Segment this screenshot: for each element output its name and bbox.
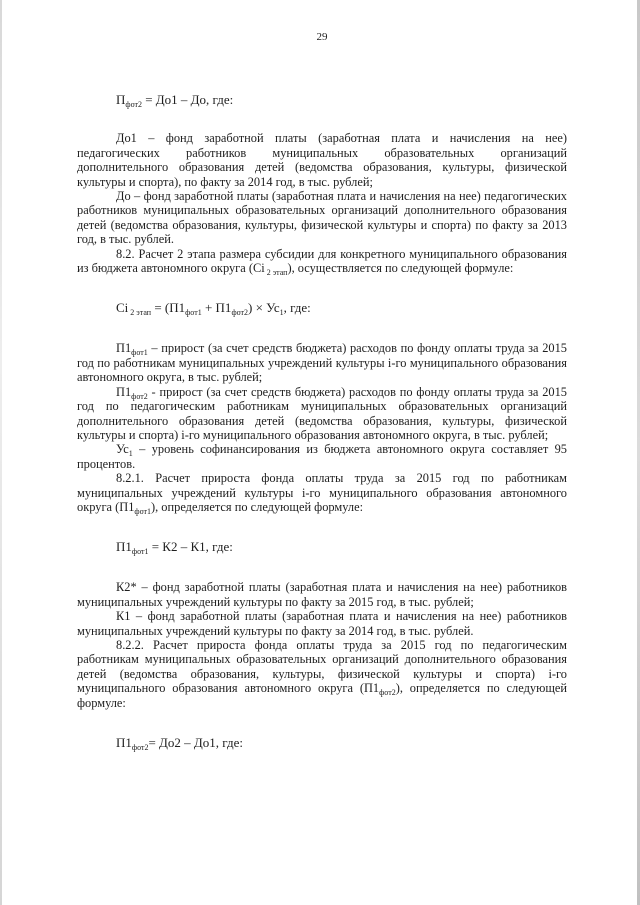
scan-edge-left xyxy=(0,0,2,905)
definition-k1: К1 – фонд заработной платы (заработная плата и начисления на нее) работников муниципальных учреждений культуры по факту за 2014 год, в тыс. рублей. xyxy=(77,609,567,638)
formula-p-fot2: $П_{фот2} = До1$ – До, где: xyxy=(116,92,234,110)
section-8-2-2: 8.2.2. Расчет прироста фонда оплаты труда за 2015 год по педагогическим работникам муниципальных образовательных организаций дополнительного образования детей (ведомства образования, культуры, физической культуры и спорта) i-го муниципального образования автономного округа $(П1_{фот2})$, определяется по следующей формуле: xyxy=(77,637,567,710)
formula-p1-fot1: $П1_{фот1} = К2 - К1$, где: xyxy=(116,539,233,557)
formula-ci-2-etap: Ci $_{2 этап} = (П1_{фот1} + П1_{фот2}) \times Ус_1$, где: xyxy=(116,300,311,318)
definition-do: До – фонд заработной платы (заработная плата и начисления на нее) педагогических работников муниципальных образовательных организаций дополнительного образования детей (ведомства образования, культуры, физической культуры и спорта) по факту за 2013 год, в тыс. рублей. xyxy=(77,189,567,247)
definition-p1-fot2: $П1_{фот2}$ - прирост (за счет средств бюджета) расходов по фонду оплаты труда за 2015 год по педагогическим работникам муниципальных образовательных организаций дополнительного образования детей (ведомства образования, культуры, физической культуры и спорта) i-го муниципального образования автономного округа, в тыс. рублей; xyxy=(77,384,567,442)
definition-k2: К2* – фонд заработной платы (заработная плата и начисления на нее) работников муниципальных учреждений культуры по факту за 2015 год, в тыс. рублей; xyxy=(77,580,567,609)
definition-p1-fot1: $П1_{фот1}$ – прирост (за счет средств бюджета) расходов по фонду оплаты труда за 2015 год по работникам муниципальных учреждений культуры i-го муниципального образования автономного округа, в тыс. рублей; xyxy=(77,341,567,385)
section-8-2: 8.2. Расчет 2 этапа размера субсидии для конкретного муниципального образования из бюджета автономного округа (Ci $_{2 этап}$), осуществляется по следующей формуле: xyxy=(77,246,567,278)
formula-p1-fot2: $П1_{фот2}= До2 - До1$, где: xyxy=(116,735,243,752)
document-page xyxy=(77,30,567,751)
definition-us1: $Ус_1$ – уровень софинансирования из бюджета автономного округа составляет 95 процентов. xyxy=(77,442,567,471)
page-number: 29 xyxy=(316,31,328,43)
section-8-2-1: 8.2.1. Расчет прироста фонда оплаты труда за 2015 год по работникам муниципальных учреждений культуры i-го муниципального образования автономного округа $(П1_{фот1})$, определяется по следующей формуле: xyxy=(77,471,567,516)
definition-do1: До1 – фонд заработной платы (заработная плата и начисления на нее) педагогических работников муниципальных образовательных организаций дополнительного образования детей (ведомства образования, культуры, физической культуры и спорта), по факту за 2014 год, в тыс. рублей; xyxy=(77,131,567,189)
